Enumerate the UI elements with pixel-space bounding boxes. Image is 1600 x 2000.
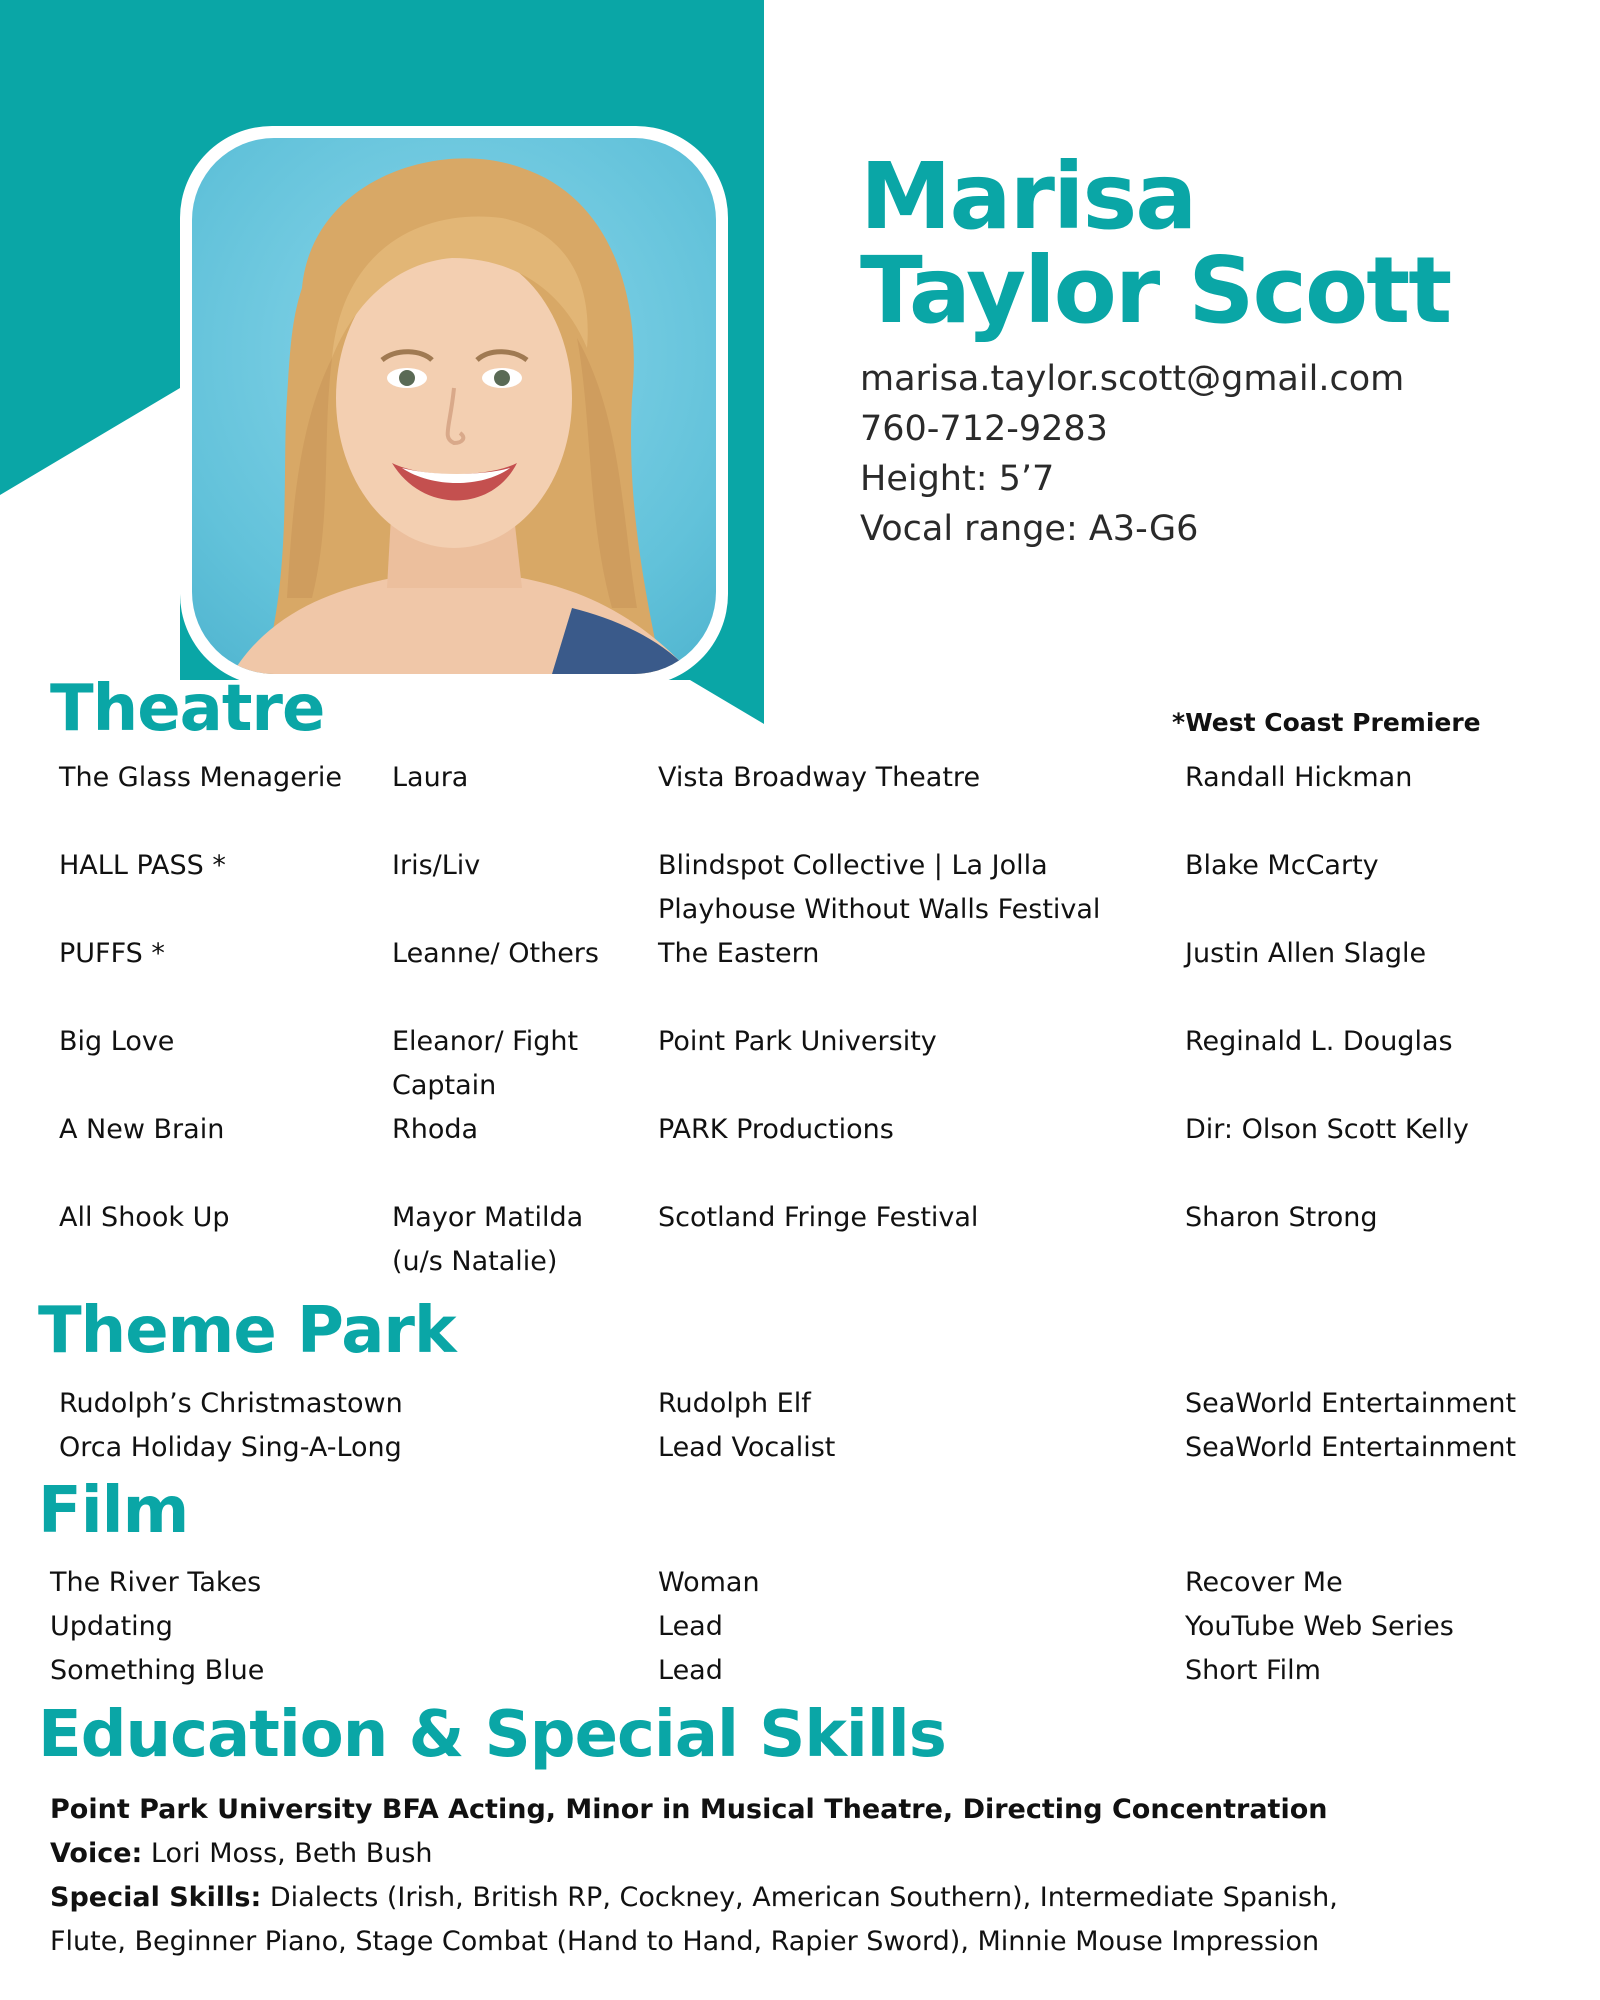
director: Sharon Strong — [1185, 1202, 1378, 1233]
section-title-theme-park: Theme Park — [38, 1294, 456, 1368]
premiere-note: *West Coast Premiere — [1172, 708, 1481, 737]
director: Dir: Olson Scott Kelly — [1185, 1114, 1469, 1145]
director: Reginald L. Douglas — [1185, 1026, 1453, 1057]
venue: Scotland Fringe Festival — [658, 1202, 979, 1233]
role: Laura — [392, 762, 469, 793]
role-line2: Captain — [392, 1070, 497, 1101]
contact-info — [860, 354, 1404, 554]
skills-line1: Dialects (Irish, British RP, Cockney, American Southern), Intermediate Spanish, — [261, 1882, 1338, 1913]
film-title: The River Takes — [50, 1567, 262, 1598]
role: Rhoda — [392, 1114, 479, 1145]
company: SeaWorld Entertainment — [1185, 1432, 1517, 1463]
headshot-illustration — [192, 138, 716, 674]
actor-name-first: Marisa — [860, 143, 1196, 250]
role: Iris/Liv — [392, 850, 481, 881]
venue: Vista Broadway Theatre — [658, 762, 981, 793]
director: Blake McCarty — [1185, 850, 1379, 881]
role-line2: (u/s Natalie) — [392, 1246, 558, 1277]
film-title: Something Blue — [50, 1655, 265, 1686]
role: Lead Vocalist — [658, 1432, 836, 1463]
venue: Point Park University — [658, 1026, 937, 1057]
role: Rudolph Elf — [658, 1388, 811, 1419]
role: Lead — [658, 1655, 723, 1686]
production: Short Film — [1185, 1655, 1321, 1686]
phone-number[interactable]: 760-712-9283 — [860, 409, 1108, 449]
voice-teachers: Lori Moss, Beth Bush — [142, 1838, 433, 1869]
role: Lead — [658, 1611, 723, 1642]
venue: The Eastern — [658, 938, 820, 969]
show-title: Rudolph’s Christmastown — [59, 1388, 403, 1419]
production: Recover Me — [1185, 1567, 1343, 1598]
company: SeaWorld Entertainment — [1185, 1388, 1517, 1419]
section-title-education: Education & Special Skills — [38, 1698, 946, 1772]
venue: Blindspot Collective | La Jolla — [658, 850, 1048, 881]
film-title: Updating — [50, 1611, 173, 1642]
production: YouTube Web Series — [1185, 1611, 1454, 1642]
venue: PARK Productions — [658, 1114, 894, 1145]
director: Randall Hickman — [1185, 762, 1413, 793]
email-address[interactable]: marisa.taylor.scott@gmail.com — [860, 359, 1405, 399]
headshot-frame — [180, 126, 728, 686]
actor-name-last: Taylor Scott — [860, 237, 1451, 344]
education-skills — [50, 1788, 1338, 1964]
role: Leanne/ Others — [392, 938, 599, 969]
skills-line2: Flute, Beginner Piano, Stage Combat (Hand to Hand, Rapier Sword), Minnie Mouse Impression — [50, 1926, 1320, 1957]
show-title: Big Love — [59, 1026, 175, 1057]
voice-label: Voice: — [50, 1838, 143, 1869]
skills-label: Special Skills: — [50, 1882, 262, 1913]
role: Mayor Matilda — [392, 1202, 584, 1233]
show-title: The Glass Menagerie — [59, 762, 343, 793]
degree: Point Park University BFA Acting, Minor in Musical Theatre, Directing Concentration — [50, 1794, 1328, 1825]
actor-name — [860, 143, 1451, 344]
section-title-film: Film — [38, 1474, 189, 1548]
show-title: HALL PASS * — [59, 850, 226, 881]
headshot-photo — [192, 138, 716, 674]
role: Eleanor/ Fight — [392, 1026, 579, 1057]
role: Woman — [658, 1567, 760, 1598]
show-title: PUFFS * — [59, 938, 165, 969]
show-title: All Shook Up — [59, 1202, 230, 1233]
section-title-theatre: Theatre — [50, 672, 325, 746]
director: Justin Allen Slagle — [1185, 938, 1427, 969]
venue-line2: Playhouse Without Walls Festival — [658, 894, 1101, 925]
height-info: Height: 5’7 — [860, 459, 1055, 499]
vocal-range-info: Vocal range: A3-G6 — [860, 509, 1199, 549]
show-title: A New Brain — [59, 1114, 225, 1145]
show-title: Orca Holiday Sing-A-Long — [59, 1432, 402, 1463]
